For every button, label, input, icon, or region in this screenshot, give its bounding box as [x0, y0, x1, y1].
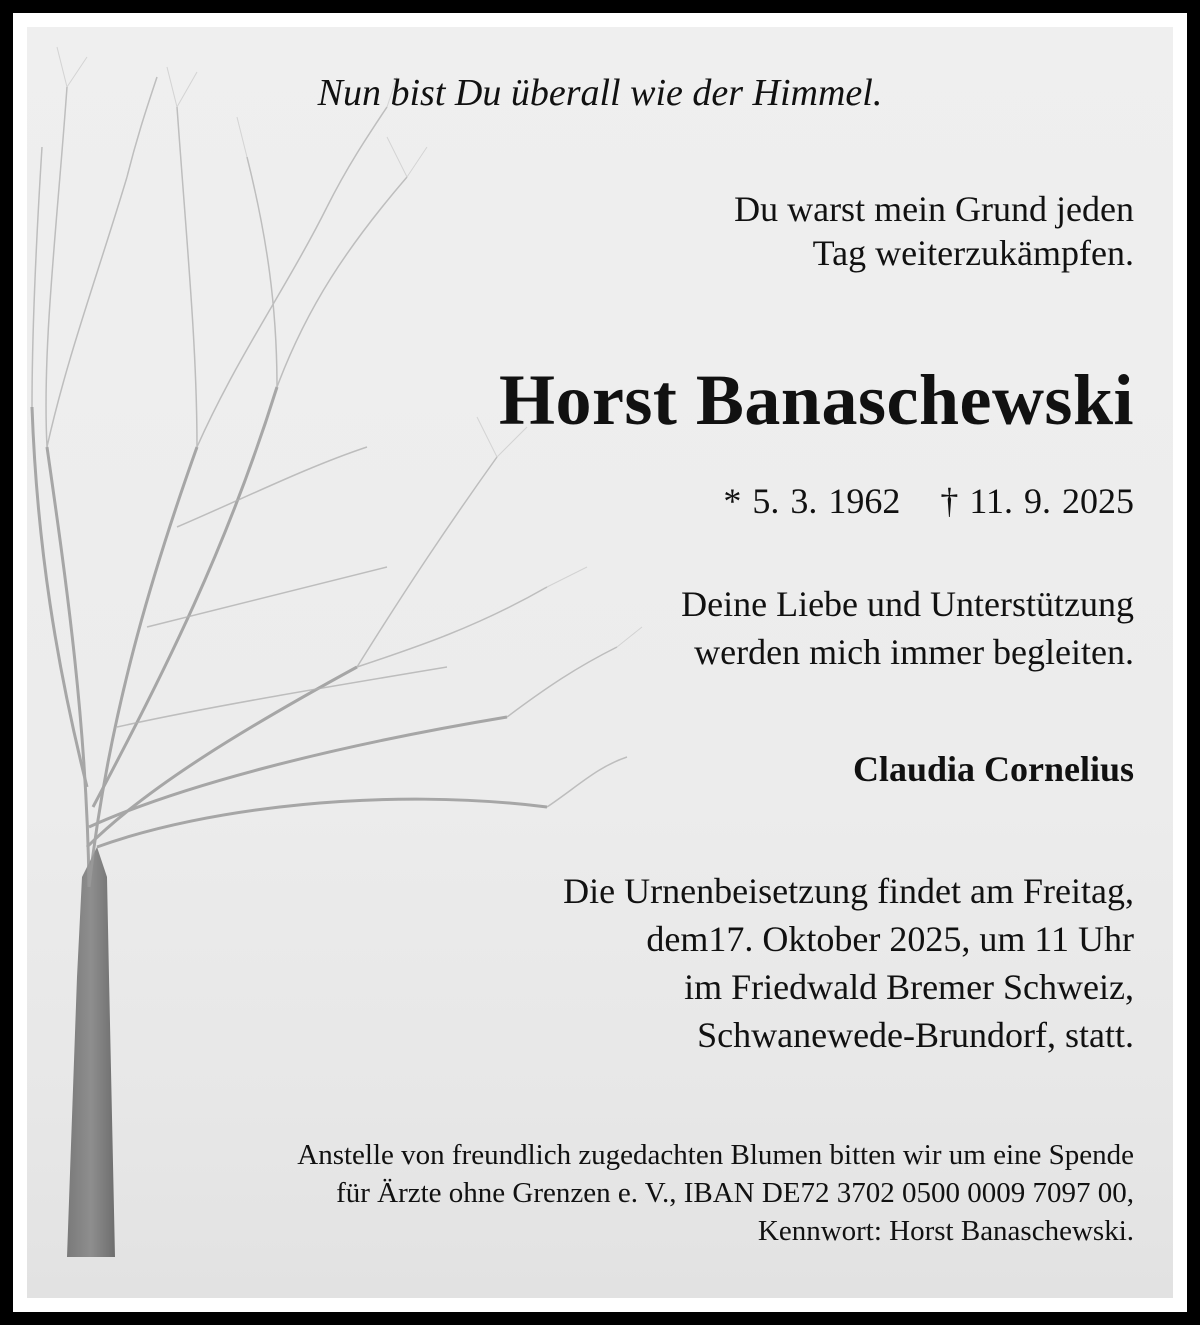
burial-line: dem17. Oktober 2025, um 11 Uhr — [646, 919, 1134, 959]
signer-name: Claudia Cornelius — [852, 749, 1134, 789]
life-dates — [723, 479, 1134, 523]
burial-line: Die Urnenbeisetzung findet am Freitag, — [563, 871, 1134, 911]
bottom-quote-line: werden mich immer begleiten. — [694, 632, 1134, 672]
top-quote — [734, 187, 1134, 275]
top-quote-line: Tag weiterzukämpfen. — [812, 233, 1134, 273]
donation-line: Anstelle von freundlich zugedachten Blumen bitten wir um eine Spende — [297, 1139, 1134, 1171]
donation-line: Kennwort: Horst Banaschewski. — [757, 1215, 1134, 1247]
top-quote-line: Du warst mein Grund jeden — [734, 189, 1134, 229]
burial-line: im Friedwald Bremer Schweiz, — [684, 967, 1134, 1007]
death-date: † 11. 9. 2025 — [940, 481, 1134, 521]
motto-quote: Nun bist Du überall wie der Himmel. — [317, 72, 883, 114]
donation-line: für Ärzte ohne Grenzen e. V., IBAN DE72 3702 0500 0009 7097 00, — [336, 1177, 1134, 1209]
donation-request — [297, 1136, 1134, 1250]
frosted-tree-image — [27, 27, 647, 1298]
bottom-quote-line: Deine Liebe und Unterstützung — [681, 584, 1134, 624]
burial-line: Schwanewede-Brundorf, statt. — [697, 1015, 1134, 1055]
bottom-quote — [681, 580, 1134, 676]
deceased-name: Horst Banaschewski — [498, 360, 1134, 440]
burial-info — [563, 867, 1134, 1059]
obituary-panel — [27, 27, 1173, 1298]
birth-date: * 5. 3. 1962 — [723, 481, 901, 521]
